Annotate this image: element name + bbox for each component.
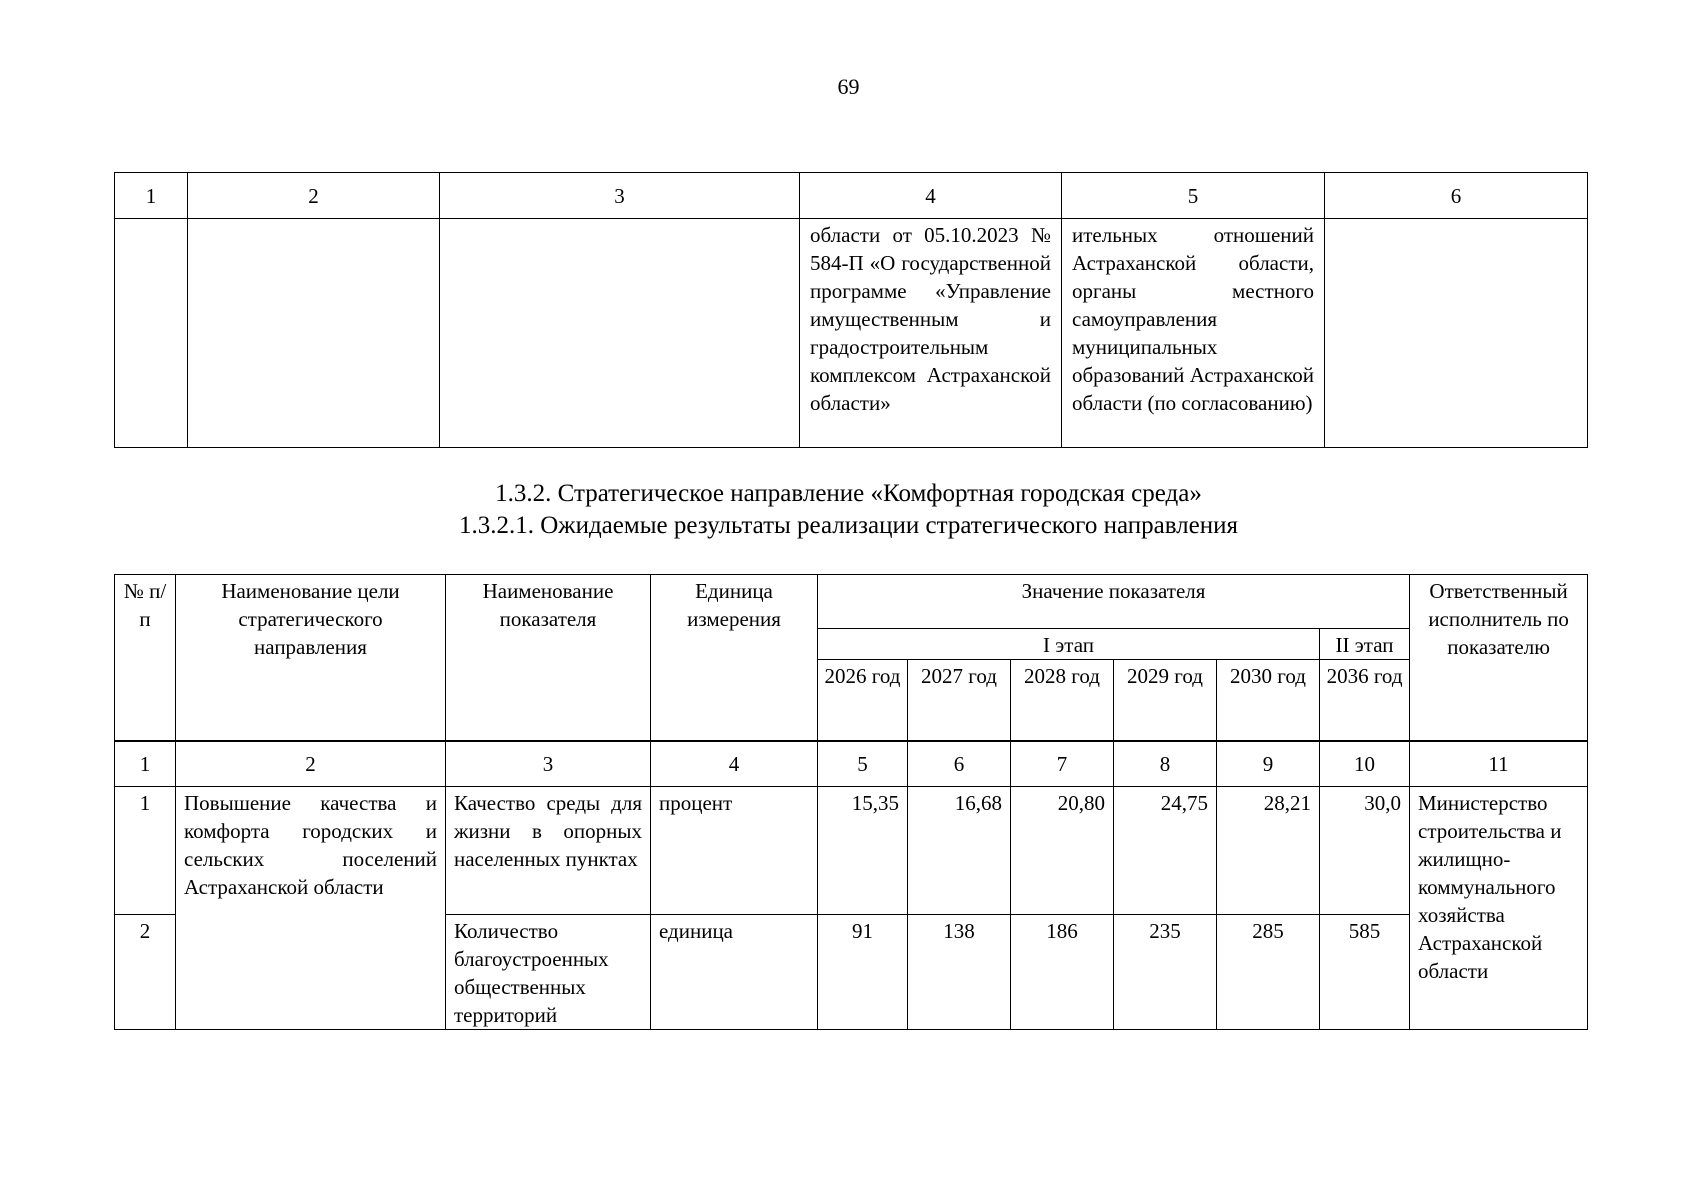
column-number: 11 bbox=[1410, 741, 1588, 787]
page-number: 69 bbox=[837, 74, 860, 99]
year-header: 2036 год bbox=[1320, 660, 1410, 742]
value-cell: 24,75 bbox=[1114, 787, 1217, 915]
column-number: 3 bbox=[446, 741, 651, 787]
goal-cell: Повышение качества и комфорта городских и сельских поселений Астраханской области bbox=[176, 787, 446, 1030]
table-row bbox=[115, 787, 1588, 915]
column-number: 9 bbox=[1217, 741, 1320, 787]
indicator-cell: Количество благоустроенных общественных территорий bbox=[446, 915, 651, 1030]
empty-cell bbox=[440, 219, 800, 448]
unit-cell: процент bbox=[651, 787, 818, 915]
column-number: 6 bbox=[908, 741, 1011, 787]
indicator-cell: Качество среды для жизни в опорных населенных пунктах bbox=[446, 787, 651, 915]
column-number: 8 bbox=[1114, 741, 1217, 787]
continuation-table bbox=[114, 172, 1588, 448]
year-header: 2026 год bbox=[818, 660, 908, 742]
row-number: 2 bbox=[115, 915, 176, 1030]
section-heading: 1.3.2. Стратегическое направление «Комфортная городская среда» bbox=[495, 480, 1202, 507]
results-table-header bbox=[114, 574, 1588, 742]
subsection-heading: 1.3.2.1. Ожидаемые результаты реализации стратегического направления bbox=[459, 512, 1238, 539]
column-number: 7 bbox=[1011, 741, 1114, 787]
year-header: 2028 год bbox=[1011, 660, 1114, 742]
value-cell: 186 bbox=[1011, 915, 1114, 1030]
col-indicator-header: Наименование показателя bbox=[446, 575, 651, 742]
col-responsible-header: Ответственный исполнитель по показателю bbox=[1410, 575, 1588, 742]
column-number: 4 bbox=[651, 741, 818, 787]
document-reference-cell: области от 05.10.2023 № 584-П «О государственной программе «Управление имущественным и градостроительным комплексом Астраханской области» bbox=[800, 219, 1062, 448]
column-number: 10 bbox=[1320, 741, 1410, 787]
year-header: 2029 год bbox=[1114, 660, 1217, 742]
value-cell: 28,21 bbox=[1217, 787, 1320, 915]
value-cell: 138 bbox=[908, 915, 1011, 1030]
year-header: 2030 год bbox=[1217, 660, 1320, 742]
header-cell: 2 bbox=[188, 173, 440, 219]
empty-cell bbox=[188, 219, 440, 448]
col-unit-header: Единица измерения bbox=[651, 575, 818, 742]
unit-cell: единица bbox=[651, 915, 818, 1030]
value-cell: 285 bbox=[1217, 915, 1320, 1030]
value-cell: 585 bbox=[1320, 915, 1410, 1030]
results-table-body bbox=[114, 740, 1588, 1030]
value-cell: 30,0 bbox=[1320, 787, 1410, 915]
row-number: 1 bbox=[115, 787, 176, 915]
column-number: 5 bbox=[818, 741, 908, 787]
continuation-header-row bbox=[115, 173, 1588, 219]
column-number: 2 bbox=[176, 741, 446, 787]
value-cell: 91 bbox=[818, 915, 908, 1030]
stage1-header: I этап bbox=[818, 629, 1320, 660]
value-cell: 235 bbox=[1114, 915, 1217, 1030]
value-cell: 20,80 bbox=[1011, 787, 1114, 915]
value-cell: 16,68 bbox=[908, 787, 1011, 915]
year-header: 2027 год bbox=[908, 660, 1011, 742]
column-number: 1 bbox=[115, 741, 176, 787]
header-cell: 3 bbox=[440, 173, 800, 219]
header-cell: 4 bbox=[800, 173, 1062, 219]
continuation-body-row bbox=[115, 219, 1588, 448]
column-numbers-row bbox=[115, 741, 1588, 787]
header-cell: 6 bbox=[1325, 173, 1588, 219]
responsible-bodies-cell: ительных отношений Астраханской области, органы местного самоуправления муниципальных образований Астраханской области (по согласованию) bbox=[1062, 219, 1325, 448]
header-cell: 5 bbox=[1062, 173, 1325, 219]
stage2-header: II этап bbox=[1320, 629, 1410, 660]
section-headings bbox=[0, 478, 1697, 542]
header-cell: 1 bbox=[115, 173, 188, 219]
empty-cell bbox=[1325, 219, 1588, 448]
col-goal-header: Наименование цели стратегического направления bbox=[176, 575, 446, 742]
value-cell: 15,35 bbox=[818, 787, 908, 915]
empty-cell bbox=[115, 219, 188, 448]
responsible-cell: Министерство строительства и жилищно-коммунального хозяйства Астраханской области bbox=[1410, 787, 1588, 1030]
col-value-header: Значение показателя bbox=[818, 575, 1410, 629]
col-num-header: № п/п bbox=[115, 575, 176, 742]
